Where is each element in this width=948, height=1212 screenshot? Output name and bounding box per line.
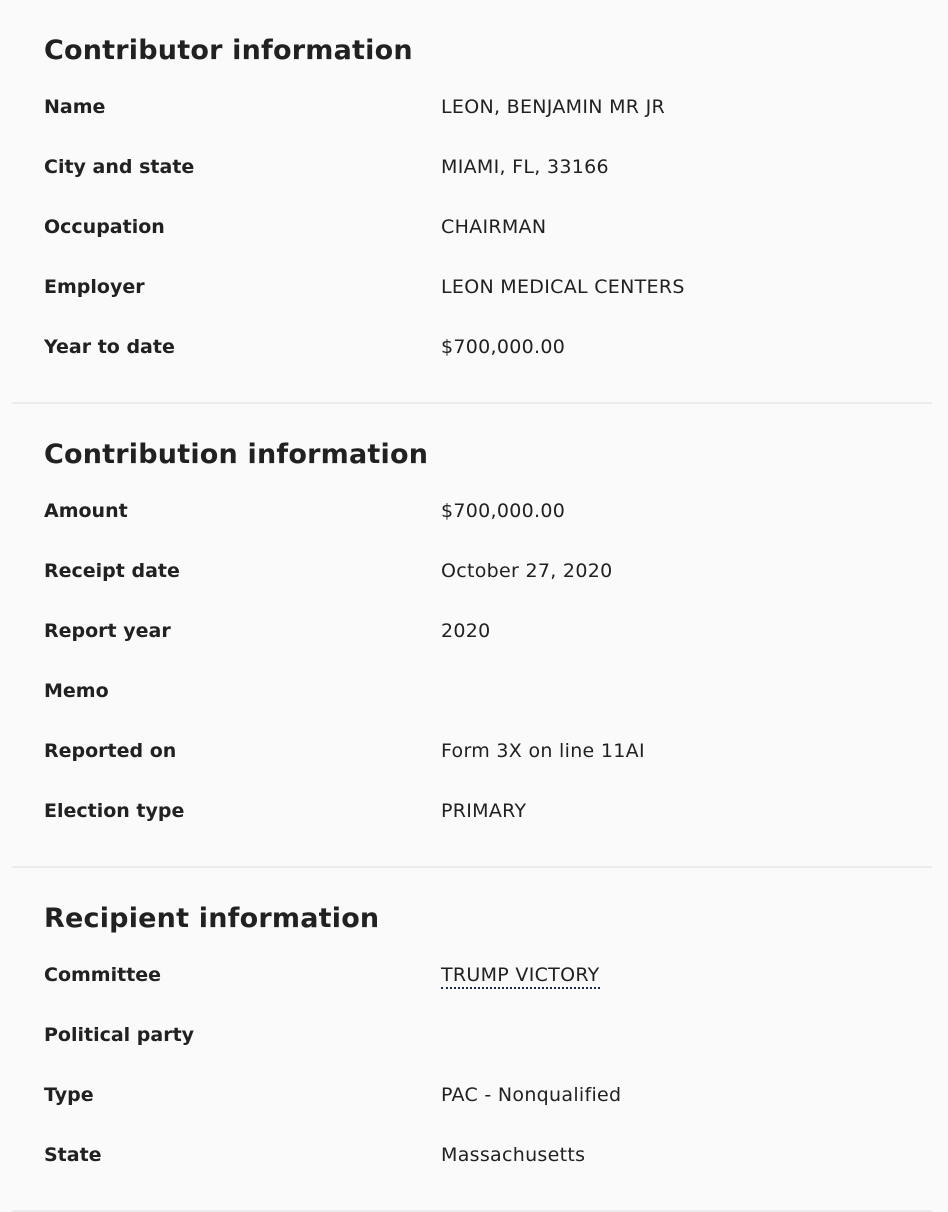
row-value: Form 3X on line 11AI	[441, 740, 645, 762]
row-value: PAC - Nonqualified	[441, 1084, 622, 1106]
type-row	[12, 1065, 932, 1125]
row-value: LEON MEDICAL CENTERS	[441, 276, 685, 298]
row-value: Massachusetts	[441, 1144, 586, 1166]
row-label: Employer	[44, 276, 145, 298]
row-label: Memo	[44, 680, 109, 702]
contribution-section	[12, 404, 932, 868]
name-row	[12, 77, 932, 137]
row-label: Political party	[44, 1024, 195, 1046]
year-to-date-row	[12, 317, 932, 377]
row-value: MIAMI, FL, 33166	[441, 156, 609, 178]
row-value: LEON, BENJAMIN MR JR	[441, 96, 666, 118]
reported-on-row	[12, 721, 932, 781]
row-value: $700,000.00	[441, 500, 566, 522]
occupation-row	[12, 197, 932, 257]
committee-row	[12, 945, 932, 1005]
row-label: Receipt date	[44, 560, 180, 582]
row-label: Amount	[44, 500, 128, 522]
committee-link[interactable]: TRUMP VICTORY	[441, 964, 600, 989]
row-label: Occupation	[44, 216, 165, 238]
state-row	[12, 1125, 932, 1185]
memo-row	[12, 661, 932, 721]
receipt-date-row	[12, 541, 932, 601]
row-value: PRIMARY	[441, 800, 527, 822]
election-type-row	[12, 781, 932, 841]
row-value: October 27, 2020	[441, 560, 613, 582]
political-party-row	[12, 1005, 932, 1065]
section-title: Recipient information	[44, 903, 380, 934]
row-label: Reported on	[44, 740, 177, 762]
row-value: 2020	[441, 620, 491, 642]
row-value: CHAIRMAN	[441, 216, 547, 238]
section-title: Contribution information	[44, 439, 429, 470]
row-value: $700,000.00	[441, 336, 566, 358]
contributor-section	[12, 0, 932, 404]
row-label: Committee	[44, 964, 162, 986]
row-label: City and state	[44, 156, 195, 178]
row-label: Type	[44, 1084, 94, 1106]
row-label: Report year	[44, 620, 171, 642]
section-title: Contributor information	[44, 35, 413, 66]
employer-row	[12, 257, 932, 317]
city-state-row	[12, 137, 932, 197]
row-label: Name	[44, 96, 106, 118]
row-label: Year to date	[44, 336, 175, 358]
report-year-row	[12, 601, 932, 661]
recipient-section	[12, 868, 932, 1212]
row-label: Election type	[44, 800, 185, 822]
row-label: State	[44, 1144, 102, 1166]
amount-row	[12, 481, 932, 541]
